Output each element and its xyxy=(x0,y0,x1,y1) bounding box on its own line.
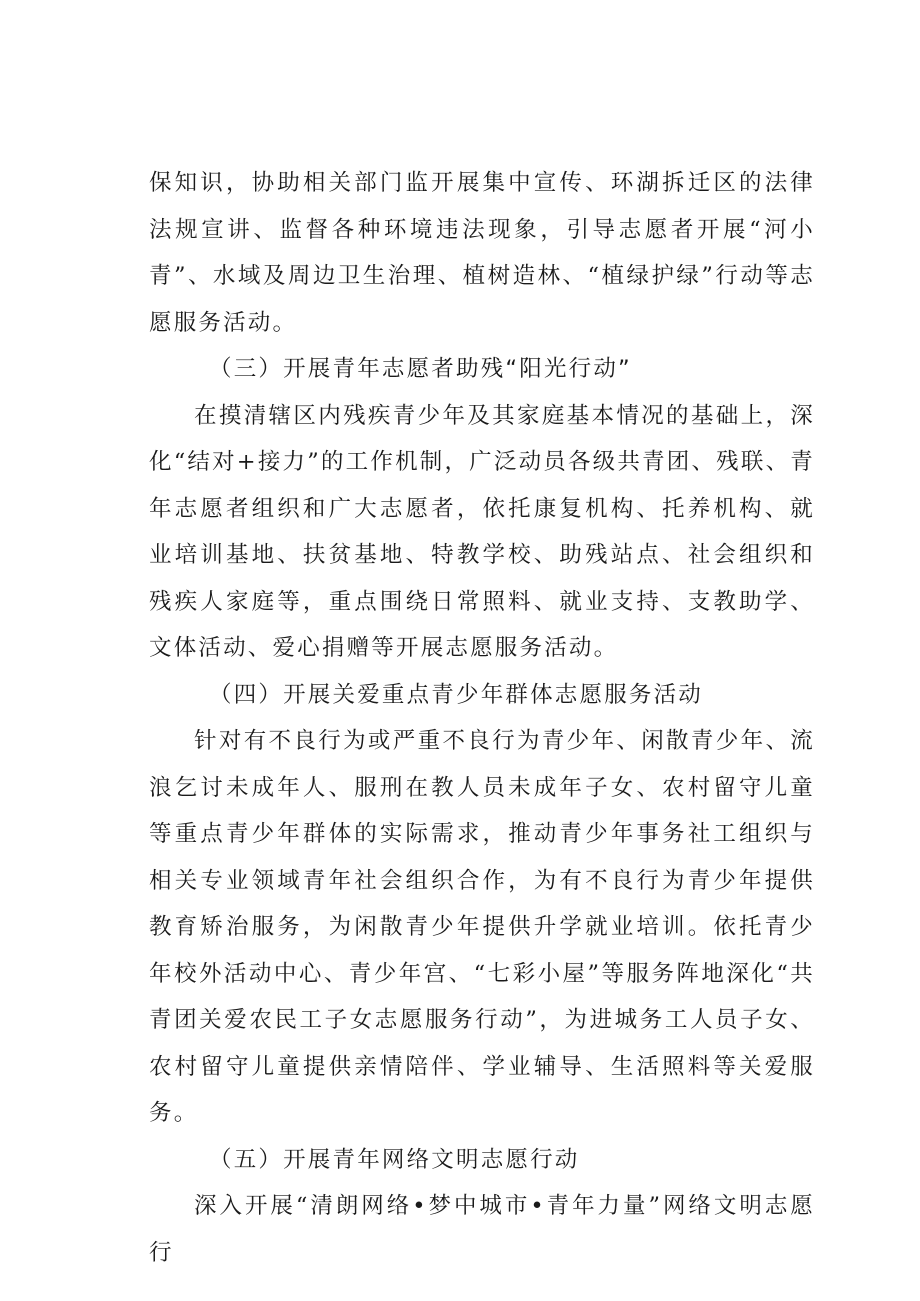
paragraph-network-civilization: 深入开展“清朗网络•梦中城市•青年力量”网络文明志愿行 xyxy=(149,1193,815,1266)
paragraph-key-youth-groups: 针对有不良行为或严重不良行为青少年、闲散青少年、流浪乞讨未成年人、服刑在教人员未成年子女、农村留守儿童等重点青少年群体的实际需求，推动青少年事务社工组织与相关专业领域青年社会组织合作，为有不良行为青少年提供教育矫治服务，为闲散青少年提供升学就业培训。依托青少年校外活动中心、青少年宫、“七彩小屋”等服务阵地深化“共青团关爱农民工子女志愿服务行动”，为进城务工人员子女、农村留守儿童提供亲情陪伴、学业辅导、生活照料等关爱服务。 xyxy=(149,728,815,1126)
section-heading-3: （三）开展青年志愿者助残“阳光行动” xyxy=(209,356,632,382)
document-body xyxy=(149,160,815,1276)
section-heading-5: （五）开展青年网络文明志愿行动 xyxy=(209,1146,580,1173)
paragraph-environment-continuation: 保知识，协助相关部门监开展集中宣传、环湖拆迁区的法律法规宣讲、监督各种环境违法现象，引导志愿者开展“河小青”、水域及周边卫生治理、植树造林、“植绿护绿”行动等志愿服务活动。 xyxy=(149,170,815,336)
paragraph-disability-assistance: 在摸清辖区内残疾青少年及其家庭基本情况的基础上，深化“结对+接力”的工作机制，广泛动员各级共青团、残联、青年志愿者组织和广大志愿者，依托康复机构、托养机构、就业培训基地、扶贫基地、特教学校、助残站点、社会组织和残疾人家庭等，重点围绕日常照料、就业支持、支教助学、文体活动、爱心捐赠等开展志愿服务活动。 xyxy=(149,402,815,661)
section-heading-4: （四）开展关爱重点青少年群体志愿服务活动 xyxy=(209,681,704,708)
